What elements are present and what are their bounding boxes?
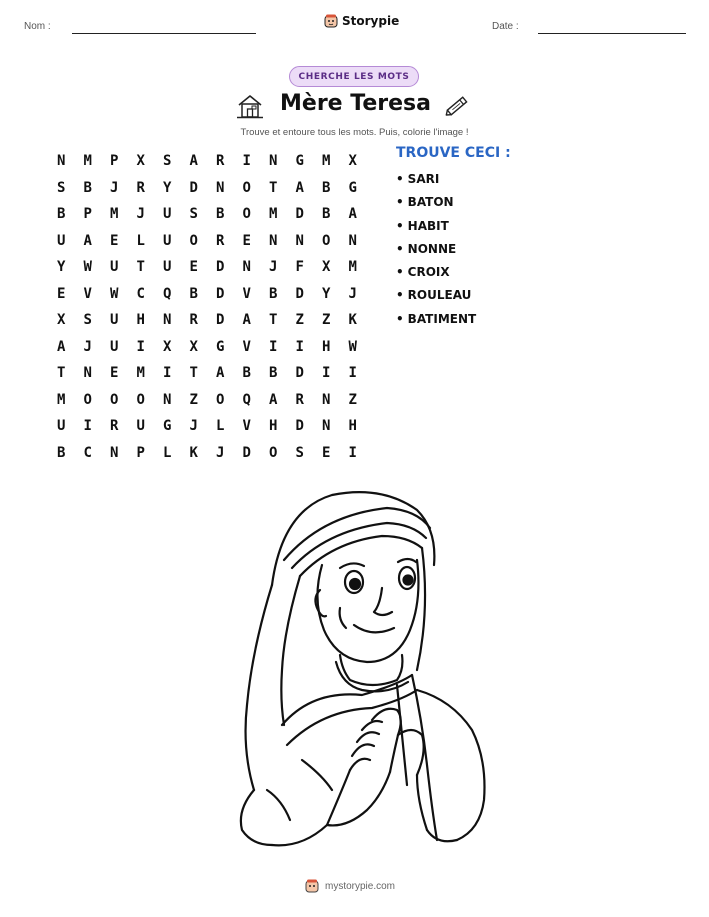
grid-cell: M	[136, 365, 145, 382]
grid-cell: N	[83, 365, 92, 382]
grid-cell: L	[163, 444, 172, 461]
grid-cell: I	[322, 365, 331, 382]
grid-cell: X	[57, 312, 66, 329]
grid-cell: E	[242, 232, 251, 249]
grid-cell: I	[348, 444, 357, 461]
grid-cell: X	[322, 259, 331, 276]
word-text: BATON	[407, 195, 454, 210]
grid-cell: G	[216, 338, 225, 355]
word-text: NONNE	[407, 241, 457, 256]
grid-cell: T	[57, 365, 66, 382]
brand	[324, 14, 399, 28]
word-text: ROULEAU	[407, 288, 472, 303]
grid-cell: S	[57, 179, 66, 196]
word-text: HABIT	[407, 218, 449, 233]
grid-cell: G	[348, 179, 357, 196]
grid-cell: N	[163, 312, 172, 329]
grid-cell: U	[163, 259, 172, 276]
grid-cell: F	[295, 259, 304, 276]
grid-cell: A	[348, 206, 357, 223]
grid-cell: N	[322, 418, 331, 435]
grid-cell: H	[322, 338, 331, 355]
grid-cell: W	[83, 259, 92, 276]
grid-cell: X	[189, 338, 198, 355]
storypie-logo-icon	[305, 879, 319, 893]
grid-cell: D	[295, 365, 304, 382]
bullet-icon: •	[396, 172, 404, 186]
grid-cell: S	[83, 312, 92, 329]
grid-cell: J	[83, 338, 92, 355]
grid-cell: U	[110, 259, 119, 276]
page-title: Mère Teresa	[280, 91, 431, 116]
word-list-item	[396, 288, 476, 311]
grid-cell: G	[295, 153, 304, 170]
grid-cell: J	[216, 444, 225, 461]
grid-cell: S	[189, 206, 198, 223]
grid-cell: V	[242, 418, 251, 435]
category-badge: CHERCHE LES MOTS	[289, 66, 419, 87]
grid-cell: L	[216, 418, 225, 435]
grid-cell: D	[242, 444, 251, 461]
grid-cell: N	[110, 444, 119, 461]
word-search-grid	[48, 148, 366, 466]
word-list-item	[396, 172, 476, 195]
grid-cell: S	[295, 444, 304, 461]
grid-cell: D	[295, 285, 304, 302]
grid-cell: Q	[242, 391, 251, 408]
grid-cell: R	[110, 418, 119, 435]
grid-cell: O	[136, 391, 145, 408]
grid-cell: I	[269, 338, 278, 355]
grid-cell: N	[57, 153, 66, 170]
bullet-icon: •	[396, 265, 404, 280]
date-label: Date :	[492, 21, 519, 32]
storypie-logo-icon	[324, 14, 338, 28]
grid-cell: C	[83, 444, 92, 461]
grid-cell: O	[83, 391, 92, 408]
word-list-item	[396, 242, 476, 265]
footer	[305, 879, 395, 893]
grid-cell: K	[189, 444, 198, 461]
grid-cell: I	[242, 153, 251, 170]
grid-cell: M	[348, 259, 357, 276]
grid-cell: N	[348, 232, 357, 249]
grid-cell: A	[83, 232, 92, 249]
date-line	[538, 33, 686, 34]
grid-cell: P	[83, 206, 92, 223]
grid-cell: B	[57, 444, 66, 461]
grid-cell: M	[83, 153, 92, 170]
grid-cell: X	[136, 153, 145, 170]
grid-cell: Z	[189, 391, 198, 408]
grid-cell: N	[269, 232, 278, 249]
grid-cell: J	[269, 259, 278, 276]
grid-cell: Y	[57, 259, 66, 276]
word-list-item	[396, 219, 476, 242]
grid-cell: A	[57, 338, 66, 355]
word-list-item	[396, 312, 476, 335]
grid-cell: R	[136, 179, 145, 196]
grid-cell: U	[110, 312, 119, 329]
name-line	[72, 33, 256, 34]
grid-cell: H	[348, 418, 357, 435]
grid-cell: E	[57, 285, 66, 302]
grid-cell: R	[189, 312, 198, 329]
grid-cell: J	[189, 418, 198, 435]
grid-cell: B	[242, 365, 251, 382]
word-list-title: TROUVE CECI :	[396, 145, 511, 161]
grid-cell: X	[163, 338, 172, 355]
grid-cell: Z	[348, 391, 357, 408]
name-label: Nom :	[24, 21, 51, 32]
word-text: SARI	[407, 172, 440, 186]
grid-cell: N	[163, 391, 172, 408]
grid-cell: W	[110, 285, 119, 302]
grid-cell: U	[57, 418, 66, 435]
grid-cell: L	[136, 232, 145, 249]
bullet-icon: •	[396, 311, 404, 326]
footer-url: mystorypie.com	[325, 880, 396, 892]
grid-cell: E	[110, 365, 119, 382]
grid-cell: D	[216, 285, 225, 302]
grid-cell: T	[189, 365, 198, 382]
grid-cell: B	[216, 206, 225, 223]
grid-cell: I	[348, 365, 357, 382]
grid-cell: U	[163, 206, 172, 223]
grid-cell: J	[348, 285, 357, 302]
bullet-icon: •	[396, 241, 404, 256]
grid-cell: O	[269, 444, 278, 461]
grid-cell: M	[269, 206, 278, 223]
grid-cell: C	[136, 285, 145, 302]
bullet-icon: •	[396, 288, 404, 303]
bullet-icon: •	[396, 218, 404, 233]
grid-cell: E	[110, 232, 119, 249]
grid-cell: J	[136, 206, 145, 223]
grid-cell: P	[136, 444, 145, 461]
grid-cell: A	[189, 153, 198, 170]
grid-cell: M	[57, 391, 66, 408]
grid-cell: B	[322, 206, 331, 223]
grid-cell: V	[83, 285, 92, 302]
grid-cell: N	[242, 259, 251, 276]
grid-cell: N	[269, 153, 278, 170]
grid-cell: D	[295, 206, 304, 223]
word-list-item	[396, 265, 476, 288]
grid-cell: H	[136, 312, 145, 329]
grid-cell: Z	[322, 312, 331, 329]
mother-teresa-coloring-illustration	[212, 490, 497, 850]
grid-cell: B	[83, 179, 92, 196]
grid-cell: U	[57, 232, 66, 249]
grid-cell: T	[269, 312, 278, 329]
grid-cell: A	[295, 179, 304, 196]
grid-cell: S	[163, 153, 172, 170]
grid-cell: H	[269, 418, 278, 435]
grid-cell: D	[216, 259, 225, 276]
grid-cell: N	[322, 391, 331, 408]
header	[0, 14, 709, 42]
grid-cell: B	[269, 285, 278, 302]
grid-cell: A	[269, 391, 278, 408]
grid-cell: E	[322, 444, 331, 461]
grid-cell: O	[216, 391, 225, 408]
grid-cell: B	[322, 179, 331, 196]
word-text: CROIX	[407, 265, 450, 280]
grid-cell: N	[295, 232, 304, 249]
grid-cell: Y	[163, 179, 172, 196]
grid-cell: Y	[322, 285, 331, 302]
grid-cell: D	[189, 179, 198, 196]
grid-cell: K	[348, 312, 357, 329]
grid-cell: Z	[295, 312, 304, 329]
grid-cell: O	[189, 232, 198, 249]
grid-cell: X	[348, 153, 357, 170]
grid-cell: O	[110, 391, 119, 408]
grid-cell: R	[295, 391, 304, 408]
grid-cell: I	[83, 418, 92, 435]
grid-cell: V	[242, 285, 251, 302]
grid-cell: W	[348, 338, 357, 355]
grid-cell: O	[242, 179, 251, 196]
grid-cell: D	[295, 418, 304, 435]
grid-cell: J	[110, 179, 119, 196]
grid-cell: O	[322, 232, 331, 249]
grid-cell: I	[295, 338, 304, 355]
bullet-icon: •	[396, 195, 404, 210]
grid-cell: M	[322, 153, 331, 170]
grid-cell: O	[242, 206, 251, 223]
word-list	[396, 172, 476, 335]
grid-cell: U	[163, 232, 172, 249]
instructions: Trouve et entoure tous les mots. Puis, colorie l'image !	[240, 127, 469, 138]
grid-cell: I	[163, 365, 172, 382]
grid-cell: B	[189, 285, 198, 302]
grid-cell: M	[110, 206, 119, 223]
grid-cell: R	[216, 232, 225, 249]
brand-name: Storypie	[342, 14, 400, 28]
grid-cell: A	[242, 312, 251, 329]
grid-cell: A	[216, 365, 225, 382]
word-list-item	[396, 195, 476, 218]
pencil-icon	[443, 92, 471, 120]
grid-cell: P	[110, 153, 119, 170]
grid-cell: T	[269, 179, 278, 196]
grid-cell: G	[163, 418, 172, 435]
grid-cell: U	[136, 418, 145, 435]
grid-cell: D	[216, 312, 225, 329]
grid-cell: R	[216, 153, 225, 170]
house-icon	[236, 92, 264, 120]
grid-cell: I	[136, 338, 145, 355]
grid-cell: B	[57, 206, 66, 223]
grid-cell: V	[242, 338, 251, 355]
grid-cell: U	[110, 338, 119, 355]
grid-cell: Q	[163, 285, 172, 302]
grid-cell: N	[216, 179, 225, 196]
grid-cell: T	[136, 259, 145, 276]
grid-cell: E	[189, 259, 198, 276]
grid-cell: B	[269, 365, 278, 382]
word-text: BATIMENT	[407, 311, 477, 326]
